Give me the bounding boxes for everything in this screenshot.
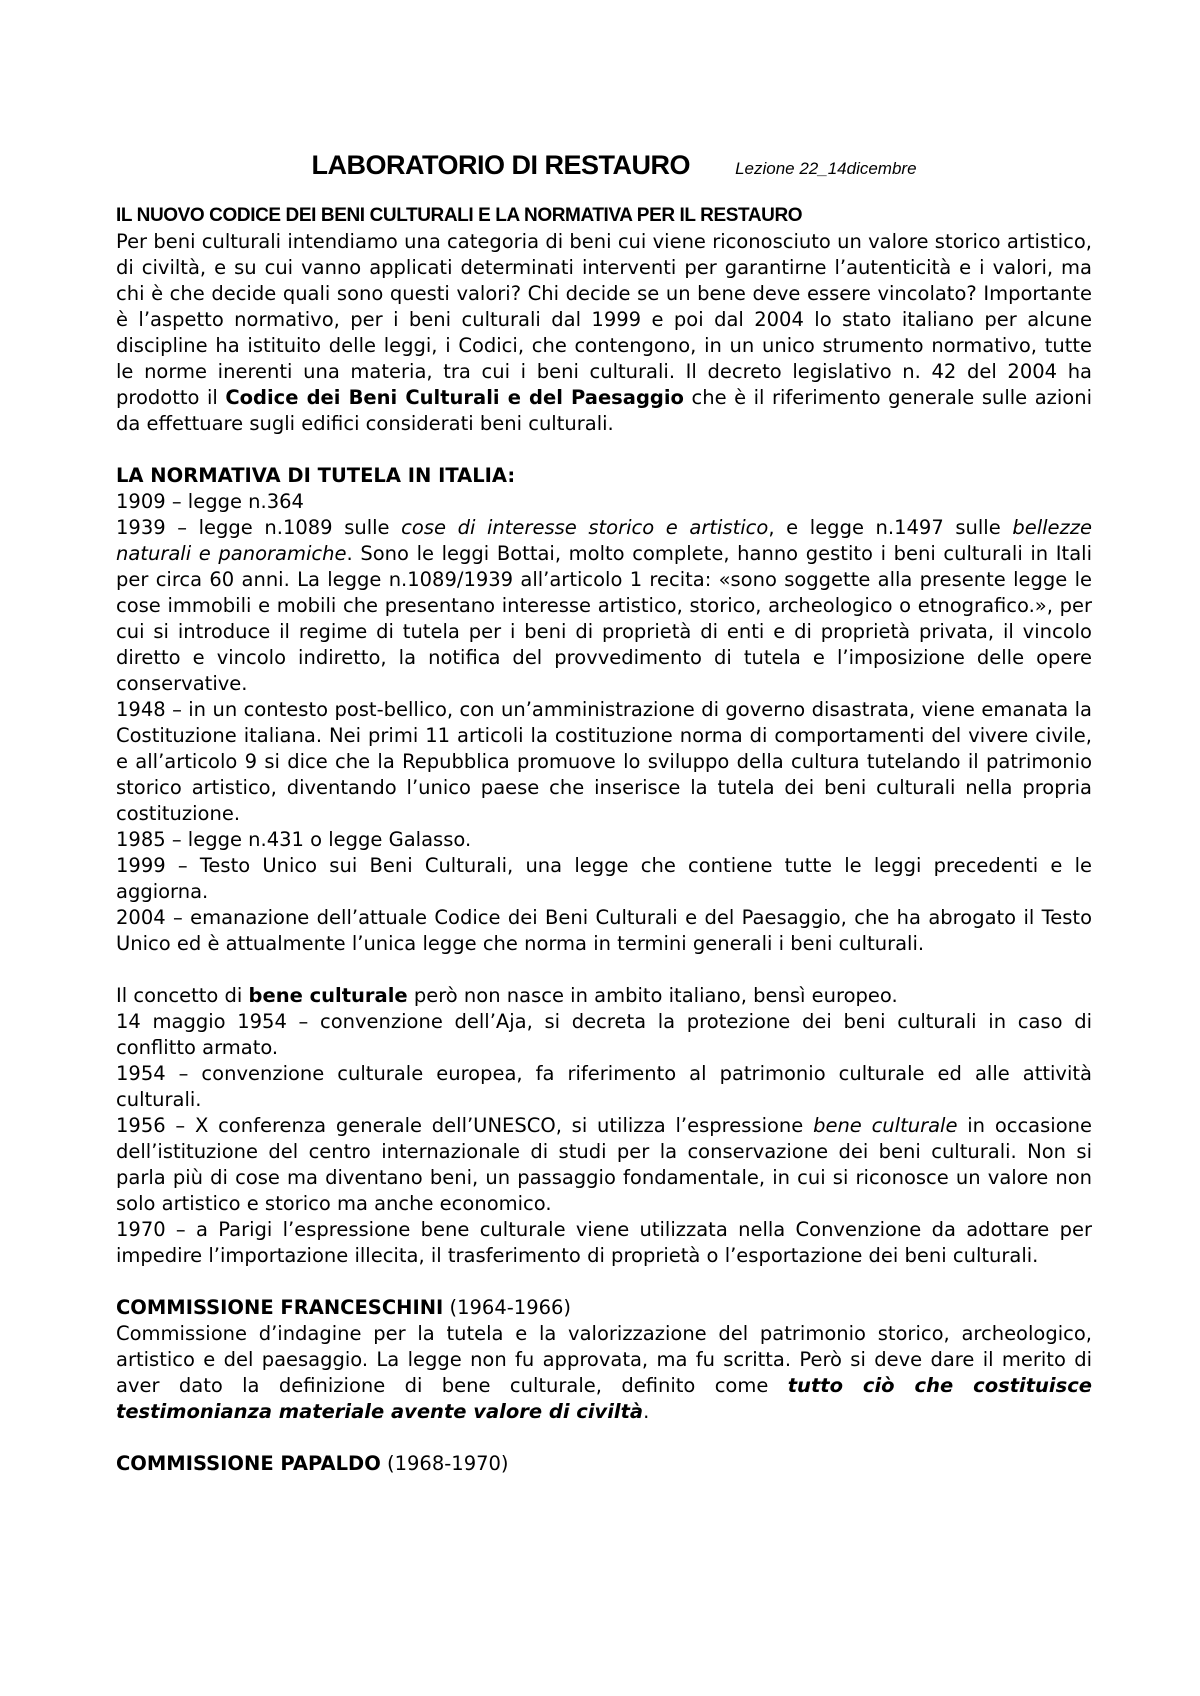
entry-1909: 1909 – legge n.364 (116, 490, 304, 513)
entry-text: in occasione dell’istituzione del centro internazionale di studi per la conservazione dei beni culturali. Non si parla più di cose ma diventano beni, un passaggio fondamentale, in cui si riconosce un valore non solo artistico e storico ma anche economico. (116, 1114, 1092, 1215)
bold-text: Codice dei Beni Culturali e del Paesaggio (225, 386, 684, 409)
section-heading-papaldo (116, 1451, 1092, 1477)
lesson-label: Lezione 22_14dicembre (735, 159, 917, 178)
section-heading-codice: IL NUOVO CODICE DEI BENI CULTURALI E LA NORMATIVA PER IL RESTAURO (116, 205, 803, 226)
paragraph-text: . (643, 1400, 650, 1423)
heading-text: COMMISSIONE PAPALDO (116, 1452, 381, 1475)
section-heading-normativa: LA NORMATIVA DI TUTELA IN ITALIA: (116, 464, 516, 487)
entry-2004: 2004 – emanazione dell’attuale Codice dei Beni Culturali e del Paesaggio, che ha abrogato il Testo Unico ed è attualmente l’unica legge che norma in termini generali i beni culturali. (116, 906, 1092, 955)
section-heading-franceschini (116, 1295, 1092, 1321)
entry-1939 (116, 515, 1092, 697)
entry-text: 1939 – legge n.1089 sulle (116, 516, 402, 539)
italic-text: bellezze naturali e panoramiche (116, 516, 1093, 565)
entry-1956 (116, 1113, 1092, 1217)
entry-text: 1956 – X conferenza generale dell’UNESCO, si utilizza l’espressione (116, 1114, 814, 1137)
title-row (136, 150, 1092, 181)
italic-text: bene culturale (813, 1114, 958, 1137)
entry-1970: 1970 – a Parigi l’espressione bene culturale viene utilizzata nella Convenzione da adottare per impedire l’importazione illecita, il trasferimento di proprietà o l’esportazione dei beni culturali. (116, 1218, 1092, 1267)
paragraph-text: Il concetto di (116, 984, 249, 1007)
paragraph-bene-culturale (116, 983, 1092, 1009)
entry-1954-europea: 1954 – convenzione culturale europea, fa riferimento al patrimonio culturale ed alle attività culturali. (116, 1062, 1092, 1111)
entry-1948: 1948 – in un contesto post-bellico, con un’amministrazione di governo disastrata, viene emanata la Costituzione italiana. Nei primi 11 articoli la costituzione norma di comportamenti del vivere civile, e all’articolo 9 si dice che la Repubblica promuove lo sviluppo della cultura tutelando il patrimonio storico artistico, diventando l’unico paese che inserisce la tutela dei beni culturali nella propria costituzione. (116, 698, 1092, 825)
italic-text: cose di interesse storico e artistico (401, 516, 769, 539)
paragraph-franceschini (116, 1321, 1092, 1425)
paragraph-text: che è il riferimento generale sulle azioni da effettuare sugli edifici considerati beni culturali. (116, 386, 1093, 435)
entry-1985: 1985 – legge n.431 o legge Galasso. (116, 828, 472, 851)
document-page (116, 150, 1092, 1477)
paragraph-text: Commissione d’indagine per la tutela e la valorizzazione del patrimonio storico, archeologico, artistico e del paesaggio. La legge non fu approvata, ma fu scritta. Però si deve dare il merito di aver dato la definizione di bene culturale, definito come (116, 1322, 1092, 1397)
bold-italic-text: tutto ciò che costituisce testimonianza materiale avente valore di civiltà (116, 1374, 1093, 1423)
paragraph-text: Per beni culturali intendiamo una categoria di beni cui viene riconosciuto un valore storico artistico, di civiltà, e su cui vanno applicati determinati interventi per garantirne l’autenticità e i valori, ma chi è che decide quali sono questi valori? Chi decide se un bene deve essere vincolato? Importante è l’aspetto normativo, per i beni culturali dal 1999 e poi dal 2004 lo stato italiano per alcune discipline ha istituito delle leggi, i Codici, che contengono, in un unico strumento normativo, tutte le norme inerenti una materia, tra cui i beni culturali. Il decreto legislativo n. 42 del 2004 ha prodotto il (116, 230, 1092, 409)
entry-text: , e legge n.1497 sulle (768, 516, 1013, 539)
heading-years: (1968-1970) (380, 1452, 509, 1475)
heading-years: (1964-1966) (443, 1296, 572, 1319)
heading-text: COMMISSIONE FRANCESCHINI (116, 1296, 444, 1319)
paragraph-intro (116, 229, 1092, 437)
document-title: LABORATORIO DI RESTAURO (311, 150, 690, 180)
paragraph-text: però non nasce in ambito italiano, bensì europeo. (407, 984, 898, 1007)
entry-1954-aja: 14 maggio 1954 – convenzione dell’Aja, si decreta la protezione dei beni culturali in caso di conflitto armato. (116, 1010, 1092, 1059)
bold-text: bene culturale (248, 984, 408, 1007)
entry-1999: 1999 – Testo Unico sui Beni Culturali, una legge che contiene tutte le leggi precedenti e le aggiorna. (116, 854, 1092, 903)
entry-text: . Sono le leggi Bottai, molto complete, hanno gestito i beni culturali in Itali per circa 60 anni. La legge n.1089/1939 all’articolo 1 recita: «sono soggette alla presente legge le cose immobili e mobili che presentano interesse artistico, storico, archeologico o etnografico.», per cui si introduce il regime di tutela per i beni di proprietà di enti e di proprietà privata, il vincolo diretto e vincolo indiretto, la notifica del provvedimento di tutela e l’imposizione delle opere conservative. (116, 542, 1092, 695)
